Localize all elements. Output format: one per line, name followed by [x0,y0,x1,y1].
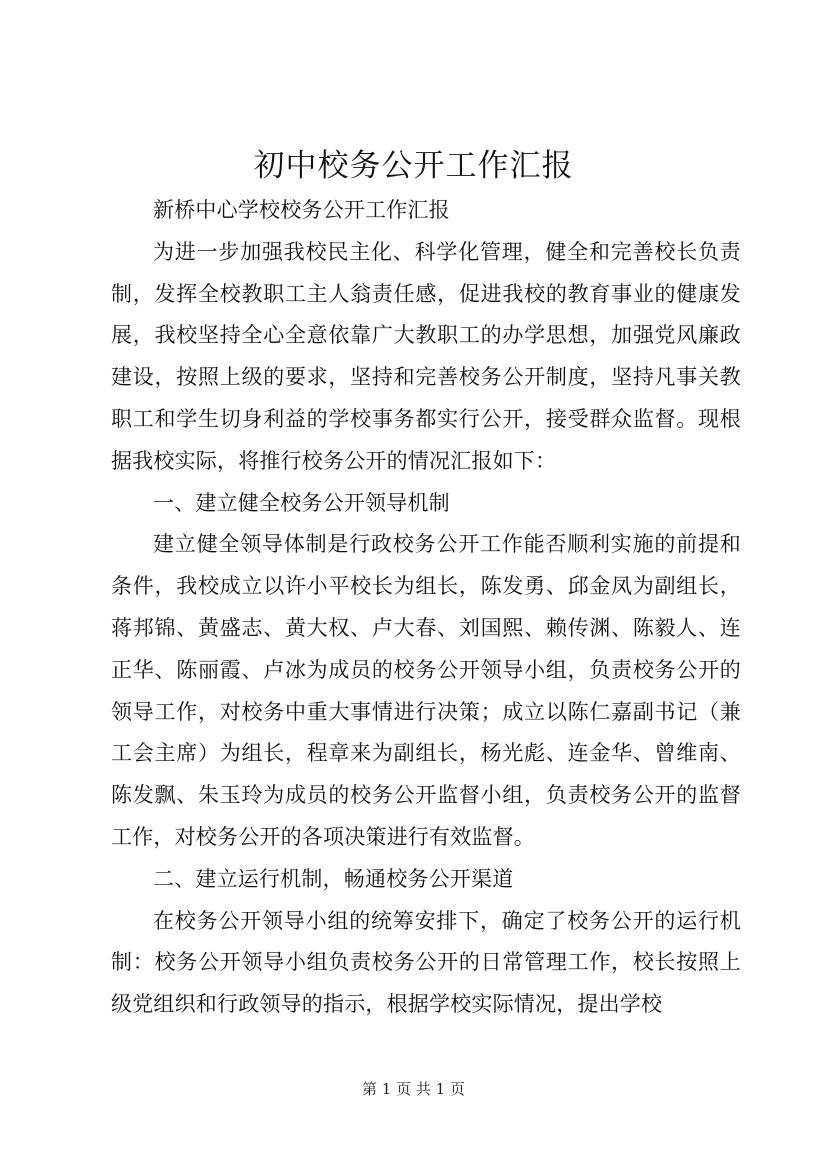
document-title: 初中校务公开工作汇报 [253,148,574,184]
section-2-paragraph: 在校务公开领导小组的统筹安排下，确定了校务公开的运行机制：校务公开领导小组负责校务公开的日常管理工作，校长按照上级党组织和行政领导的指示，根据学校实际情况，提出学校 [111,908,741,1017]
section-heading-2: 二、建立运行机制，畅通校务公开渠道 [153,866,514,891]
section-heading-1: 一、建立健全校务公开领导机制 [153,490,450,515]
document-body [111,190,741,1026]
page-number-footer: 第 1 页 共 1 页 [362,1080,465,1098]
section-1-paragraph: 建立健全领导体制是行政校务公开工作能否顺利实施的前提和条件，我校成立以许小平校长为组长，陈发勇、邱金凤为副组长，蒋邦锦、黄盛志、黄大权、卢大春、刘国熙、赖传渊、陈毅人、连正华、陈丽霞、卢冰为成员的校务公开领导小组，负责校务公开的领导工作，对校务中重大事情进行决策；成立以陈仁嘉副书记（兼工会主席）为组长，程章来为副组长，杨光彪、连金华、曾维南、陈发飘、朱玉玲为成员的校务公开监督小组，负责校务公开的监督工作，对校务公开的各项决策进行有效监督。 [111,532,741,849]
subtitle-paragraph: 新桥中心学校校务公开工作汇报 [153,198,450,222]
intro-paragraph: 为进一步加强我校民主化、科学化管理，健全和完善校长负责制，发挥全校教职工主人翁责任感，促进我校的教育事业的健康发展，我校坚持全心全意依靠广大教职工的办学思想，加强党风廉政建设，按照上级的要求，坚持和完善校务公开制度，坚持凡事关教职工和学生切身利益的学校事务都实行公开，接受群众监督。现根据我校实际，将推行校务公开的情况汇报如下： [111,239,741,473]
